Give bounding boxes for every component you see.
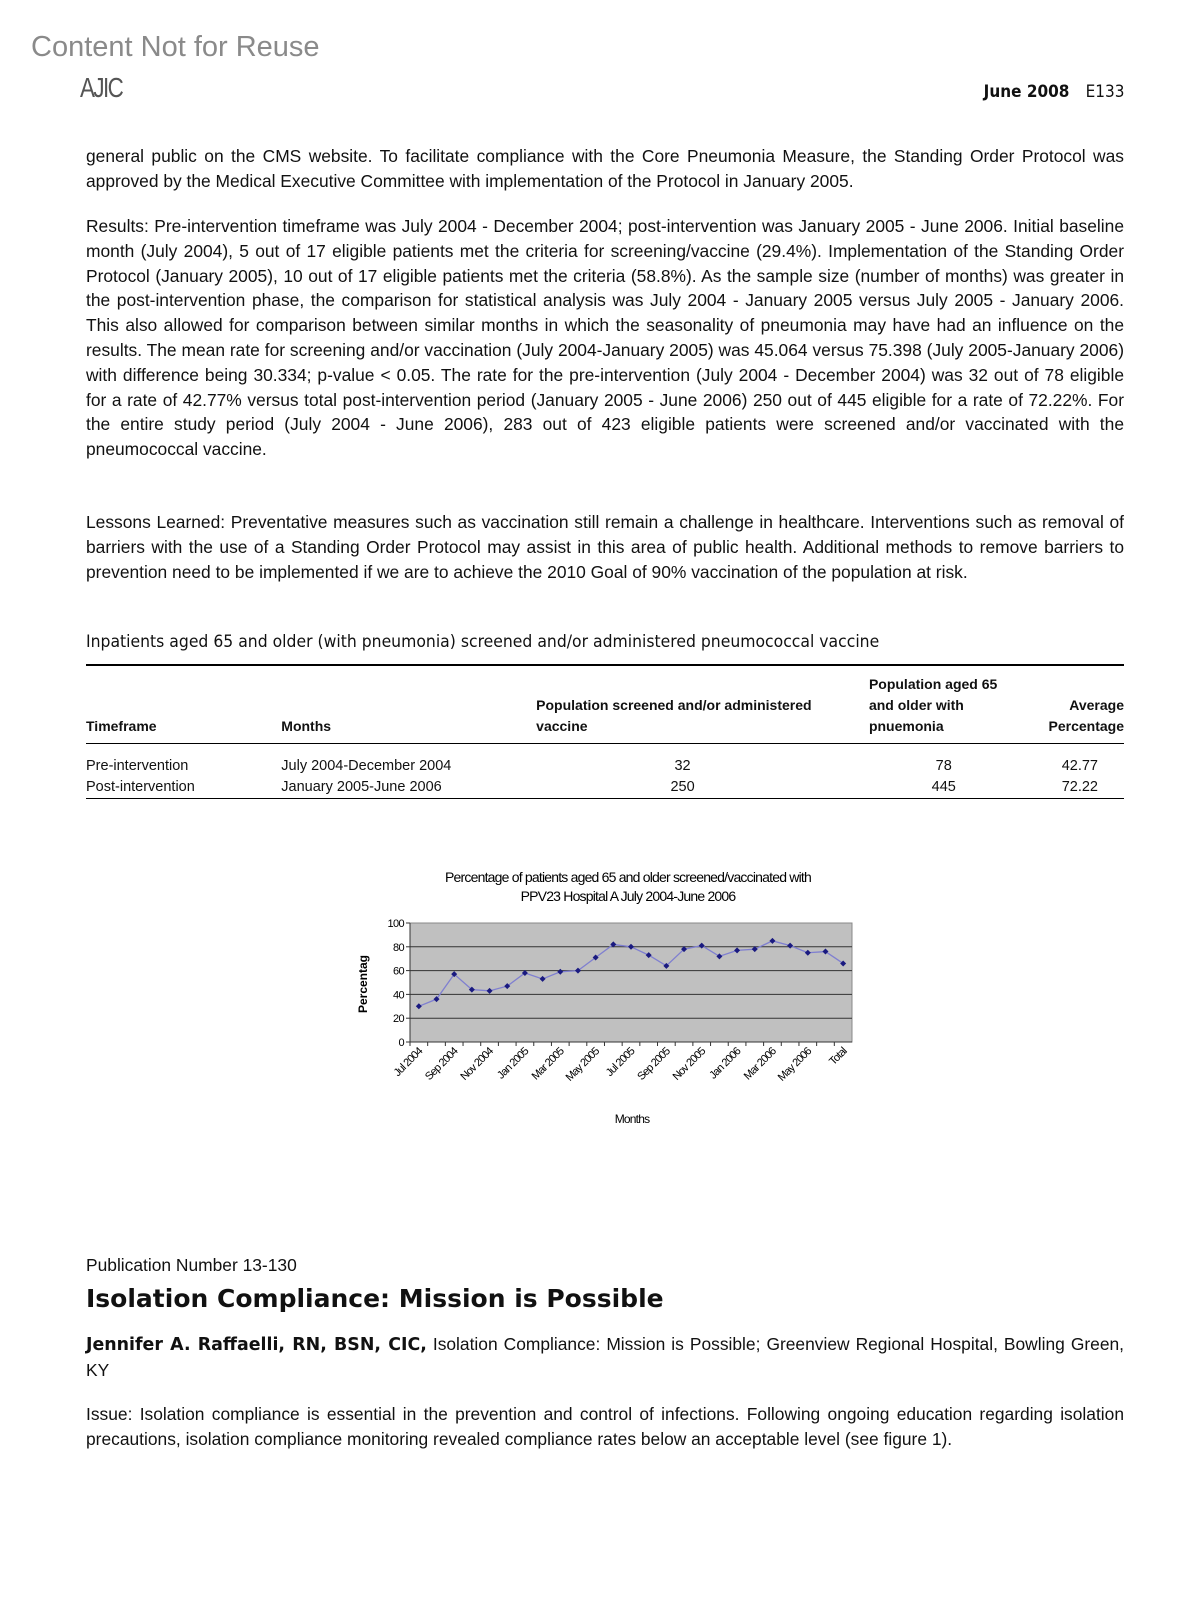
y-tick-label: 100 — [387, 918, 404, 930]
x-tick-label: Jan 2005 — [495, 1045, 532, 1082]
paragraph-lessons: Lessons Learned: Preventative measures such as vaccination still remain a challenge in healthcare. Interventions such as removal of barriers with the use of a Standing Order Protocol may assist in this area of public health. Additional methods to remove barriers to prevention need to be implemented if we are to achieve the 2010 Goal of 90% vaccination of the population at risk. — [86, 512, 1124, 582]
x-tick-label: Nov 2005 — [670, 1045, 708, 1083]
x-tick-label: Jan 2006 — [707, 1045, 744, 1082]
header-screened: Population screened and/or administered vaccine — [536, 697, 812, 734]
issue-date: June 2008 — [983, 82, 1069, 102]
chart-title-line-2: PPV23 Hospital A July 2004-June 2006 — [520, 888, 736, 904]
author-affiliation: Isolation Compliance: Mission is Possible; Greenview Regional Hospital, Bowling Green, KY — [86, 1334, 1124, 1380]
author-name: Jennifer A. Raffaelli, RN, BSN, CIC, — [86, 1335, 427, 1355]
table-cell: July 2004-December 2004 — [281, 758, 452, 774]
header-months: Months — [281, 718, 332, 734]
table-cell: 32 — [674, 758, 691, 774]
x-tick-label: May 2006 — [775, 1045, 814, 1084]
table-cell: 42.77 — [1061, 758, 1098, 774]
x-axis-label: Months — [614, 1112, 650, 1126]
issue-info — [983, 82, 1124, 102]
header-population: Population aged 65 and older with pnuemonia — [868, 676, 998, 734]
watermark: Content Not for Reuse — [31, 31, 320, 63]
table-caption: Inpatients aged 65 and older (with pneumonia) screened and/or administered pneumococcal vaccine — [86, 632, 880, 652]
x-tick-label: Mar 2005 — [529, 1045, 567, 1083]
y-tick-label: 40 — [392, 989, 404, 1002]
y-tick-label: 80 — [392, 941, 404, 954]
line-chart — [340, 860, 880, 1130]
y-axis-label: Percentag — [356, 954, 370, 1014]
results-table — [86, 664, 1124, 799]
x-tick-label: May 2005 — [563, 1045, 602, 1084]
page-number: E133 — [1085, 82, 1124, 102]
table-row — [86, 744, 1124, 778]
paragraph-intro: general public on the CMS website. To facilitate compliance with the Core Pneumonia Measure, the Standing Order Protocol was approved by the Medical Executive Committee with implementation of the Protocol in January 2005. — [86, 146, 1124, 191]
table-cell: Pre-intervention — [86, 758, 189, 774]
plot-area — [410, 923, 852, 1042]
x-tick-label: Jul 2005 — [603, 1045, 638, 1080]
table-cell: 250 — [670, 779, 695, 795]
header-timeframe: Timeframe — [86, 718, 157, 734]
x-tick-label: Nov 2004 — [458, 1045, 496, 1083]
x-tick-label: Total — [827, 1045, 850, 1068]
table-cell: 78 — [935, 758, 952, 774]
article-title: Isolation Compliance: Mission is Possible — [86, 1284, 664, 1313]
journal-logo: AJIC — [80, 72, 123, 103]
x-tick-label: Sep 2004 — [423, 1045, 461, 1083]
x-tick-label: Mar 2006 — [741, 1045, 779, 1083]
table-cell: January 2005-June 2006 — [281, 779, 442, 795]
x-tick-label: Jul 2004 — [391, 1045, 425, 1080]
table-cell: 72.22 — [1061, 779, 1098, 795]
publication-number: Publication Number 13-130 — [86, 1255, 297, 1275]
x-tick-label: Sep 2005 — [635, 1045, 673, 1083]
paragraph-results: Results: Pre-intervention timeframe was July 2004 - December 2004; post-intervention was January 2005 - June 2006. Initial baseline month (July 2004), 5 out of 17 eligible patients met the criteria for screening/vaccine (29.4%). Implementation of the Standing Order Protocol (January 2005), 10 out of 17 eligible patients met the criteria (58.8%). As the sample size (number of months) was greater in the post-intervention phase, the comparison for statistical analysis was July 2004 - January 2005 versus July 2005 - January 2006. This also allowed for comparison between similar months in which the seasonality of pneumonia may have had an influence on the results. The mean rate for screening and/or vaccination (July 2004-January 2005) was 45.064 versus 75.398 (July 2005-January 2006) with difference being 30.334; p-value < 0.05. The rate for the pre-intervention (July 2004 - December 2004) was 32 out of 78 eligible for a rate of 42.77% versus total post-intervention period (January 2005 - June 2006) 250 out of 445 eligible for a rate of 72.22%. For the entire study period (July 2004 - June 2006), 283 out of 423 eligible patients were screened and/or vaccinated with the pneumococcal vaccine. — [86, 216, 1124, 460]
header-average: Average Percentage — [1048, 697, 1124, 734]
y-tick-label: 0 — [398, 1037, 404, 1049]
y-tick-label: 60 — [392, 965, 404, 978]
paragraph-issue: Issue: Isolation compliance is essential in the prevention and control of infections. Following ongoing education regarding isolation precautions, isolation compliance monitoring revealed compliance rates below an acceptable level (see figure 1). — [86, 1404, 1124, 1449]
table-cell: 445 — [931, 779, 956, 795]
author-line — [86, 1332, 1124, 1383]
y-tick-label: 20 — [392, 1013, 404, 1026]
table-header-row — [86, 665, 1124, 744]
table-cell: Post-intervention — [86, 779, 195, 795]
chart-title-line-1: Percentage of patients aged 65 and older screened/vaccinated with — [445, 869, 811, 885]
table-row — [86, 777, 1124, 799]
